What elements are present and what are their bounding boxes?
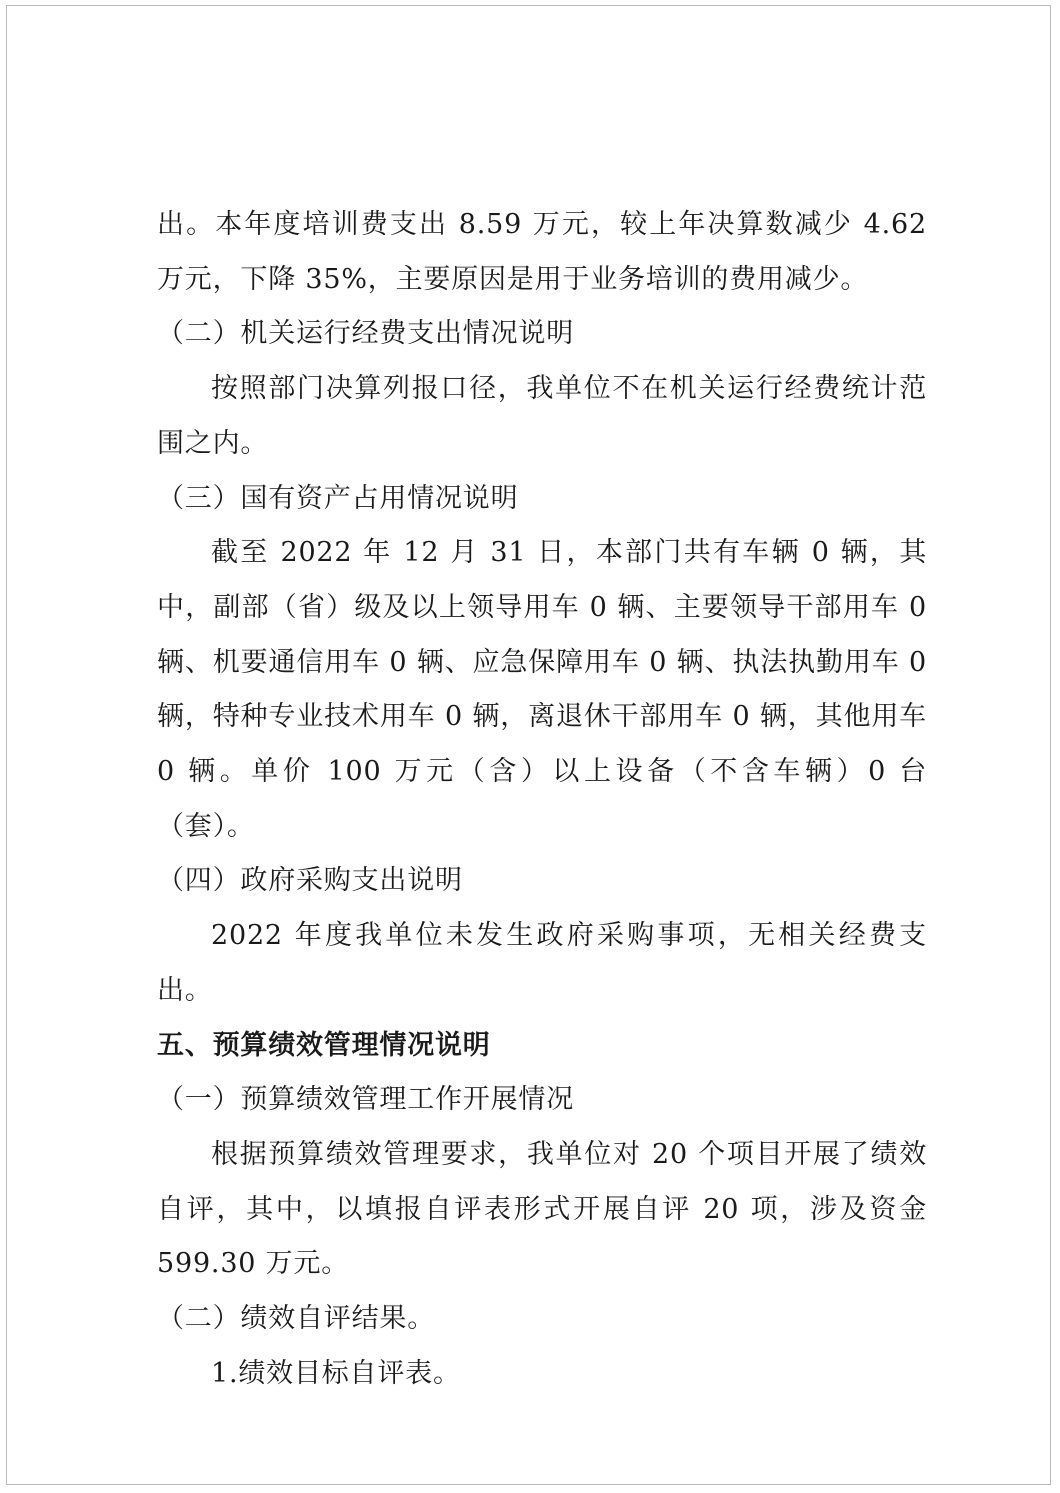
training-fee-paragraph: 出。本年度培训费支出 8.59 万元，较上年决算数减少 4.62 万元，下降 35%，主要原因是用于业务培训的费用减少。: [157, 209, 927, 295]
document-body: [157, 198, 927, 1401]
state-assets-paragraph: 截至 2022 年 12 月 31 日，本部门共有车辆 0 辆，其中，副部（省）级及以上领导用车 0 辆、主要领导干部用车 0 辆、机要通信用车 0 辆、应急保障用车 0 辆、执法执勤用车 0 辆，特种专业技术用车 0 辆，离退休干部用车 0 辆，其他用车 0 辆。单价 100 万元（含）以上设备（不含车辆）0 台（套）。: [157, 537, 927, 842]
agency-operating-paragraph: 按照部门决算列报口径，我单位不在机关运行经费统计范围之内。: [157, 373, 927, 459]
item-one-paragraph: 1.绩效目标自评表。: [211, 1357, 461, 1389]
performance-work-subheading: （一）预算绩效管理工作开展情况: [157, 1084, 574, 1116]
procurement-paragraph: 2022 年度我单位未发生政府采购事项，无相关经费支出。: [157, 920, 927, 1006]
procurement-subheading: （四）政府采购支出说明: [157, 865, 463, 897]
self-evaluation-subheading: （二）绩效自评结果。: [157, 1303, 435, 1335]
agency-operating-subheading: （二）机关运行经费支出情况说明: [157, 318, 574, 350]
state-assets-subheading: （三）国有资产占用情况说明: [157, 482, 519, 514]
performance-work-paragraph: 根据预算绩效管理要求，我单位对 20 个项目开展了绩效自评，其中，以填报自评表形式开展自评 20 项，涉及资金 599.30 万元。: [157, 1138, 927, 1280]
section-five-heading: 五、预算绩效管理情况说明: [157, 1029, 491, 1061]
document-page: [6, 5, 1051, 1485]
